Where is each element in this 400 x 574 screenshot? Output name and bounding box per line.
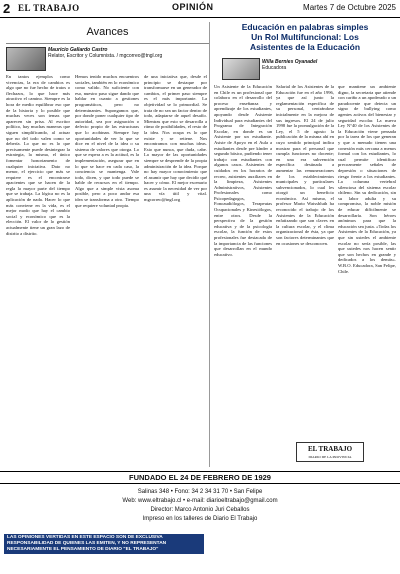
- right-column-1: Un Asistente de la Educación en Chile es un profesional que colabora en el desarrollo del proceso enseñanza y aprendizaje de los estudiantes, apoyando desde Asistente Individual para estudiantes del Programa de Integración Escolar, en donde es un Asistente por un estudiante. Asiste de Apoyo en el Aula a estudiantes desde pre kínder a segundo básico, pudiendo tener trabajo con estudiantes con algunos casos. Asistentes de cuidados en los horarios de recreo, asistentes auxiliares en la limpieza, Asistentes Administrativos, Asistentes Profesionales como Psicopedagogos, Fonoaudiólogos, Terapeutas Ocupacionales y Kinesiólogos, entre otros. Desde la perspectiva de la gestión educativa y de la psicología escolar, la función de estos profesionales fue destacada de la importancia de las funciones que desarrollan en el mundo educativo.: [214, 84, 272, 257]
- page-header: [0, 0, 400, 18]
- logo-name: EL TRABAJO: [307, 445, 353, 453]
- director-line: Director: Marco Antonio Juri Ceballos: [150, 507, 250, 513]
- printer-line: Impreso en los talleres de Diario El Trabajo: [142, 516, 258, 522]
- right-article-header: [212, 22, 398, 56]
- newspaper-logo: [296, 442, 364, 462]
- contact-block: [0, 488, 400, 524]
- address-line: Salinas 348 • Fono: 34 2 34 31 70 • San Felipe: [137, 489, 263, 495]
- author-photo: [6, 47, 46, 71]
- left-column-2: Hemos tenido muchos encuentros sociales, también en lo económico como valido. No suficiente con eso, nuestro paso sigue dando que hablar en cuanto a gestiones programáticos, pero no determinantes. Supongamos que, por donde poner cualquier tipo de autoridad, sea por asignación o defecto propio de las estructuras que lo acobinan. Siempre hay oportunidades de ver lo que se dice en el nivel de la idea o su sistema de valores que otorga. Lo que se espera a es la actitud, es la implementación, asegurar que en lo que se hace en cada caso, la conciencia se mantenga. Vale todo, dicen, y que todo puede se hable de recursos en el tiempo. Algo que a simple vista asoma posible, pero a poco andar esa idea se transforma a otro. Tiempo que requiere voluntad propia.: [75, 74, 139, 208]
- web-line: Web: www.eltrabajo.cl • e-mail: diarioeltrabajo@gmail.com: [122, 498, 278, 504]
- section-title: OPINIÓN: [172, 2, 214, 12]
- issue-date: Martes 7 de Octubre 2025: [303, 3, 396, 12]
- right-author-role: Educadora: [262, 65, 287, 71]
- newspaper-name: EL TRABAJO: [18, 3, 80, 13]
- logo-tagline: DIARIO DE LA PROVINCIA: [308, 455, 352, 459]
- left-author-name: Mauricio Gallardo Castro: [48, 47, 108, 53]
- opinion-disclaimer: LAS OPINIONES VERTIDAS EN ESTE ESPACIO SON DE EXCLUSIVA RESPONSABILIDAD DE QUIENES LAS EMITEN, Y NO REPRESENTAN NECESARIAMENTE EL PENSAMIENTO DE DIARIO "EL TRABAJO": [4, 534, 204, 554]
- right-article-kicker: Educación en palabras simples: [241, 22, 369, 32]
- left-author-role: Relator, Escritor y Columnista. / mgcorreo@tngl.org: [48, 53, 163, 59]
- left-article-title: Avances: [6, 26, 209, 44]
- author-photo: [222, 58, 260, 80]
- right-author-name: Willa Bernies Oyanadel: [262, 59, 318, 65]
- left-column-3: de una iniciativa que, desde el principio se destaque por transformarse en un generador de cambios, el primer paso siempre es el más importante. La objetividad se lo primordial. Se trata de no sea un factor dentro de todo, adaptarse de aquel desafío. Mientras que esto se desarrolla a ritmo de posibilidades, el resto de la idea. Nos ocupa es lo que existe y se retiene. Nos encontramos con muchas ideas. Esto que nunca, que duda, cabe. La mayor de las oportunidades siempre se desprende de la propia administración de la idea. Porque no hay mayor conocimiento que el asumir que hay que decidir qué hacer y cómo. El mejor escenario es asumir la necesidad de ver por una vía útil y vital. mgcorreo@tngl.org: [144, 74, 207, 203]
- right-article-title-1: Un Rol Multifuncional: Los: [251, 32, 359, 42]
- right-column-2: Salarial de los Asistentes de la Educación fue en el año 1996, ya que así junto la reglamentación específica de su personal, centrándose inicialmente en la mejora de sus ingresos. El 24 de julio 1998 fue la promulgación de la Ley, el 5 de agosto la publicación de la misma ahí en cuyo sentido principal indica mostrar para el personal que cumpla funciones no docente; en una era subvención específica destinada a aumentar las remuneraciones de los establecimientos municipales y particulares subvencionados, lo cual les otorgó un beneficio económico. Así mismo, el profesor Mario Waissbluth ha reconocido el trabajo de los Asistentes de la Educación enfatizando que son claves en la cultura escolar, y el clima organizacional de ésta, ya que son factores determinantes que en ocasiones se desconocen.: [276, 84, 334, 246]
- left-author-block: [48, 47, 208, 59]
- left-column-1: En tantos ejemplos como vivencias, la era de cambios es algo que no fue hecho de tratos o flechazos, lo que hace más atractivo el camino. Siempre es la hora de medio equilibrar eso que de la historia y lo posible que muchas veces son temas que aparecen sin prisa. Al escritor político, hay muchas maneras que siguen simplificando, al actuar que no del todo valen como se debería. Lo que no es lo que precisamente puede desintegrar la estrategia, la misma, el único fomentar honoriamento de cualquier iniciativa. Dato no menor, el ejercicio que más se requiere es el encontrarse apacientes que se hacen de la regla la mayor parte del tiempo que se trabaja. La lógica no es la aplicación de nada. Hacer lo que más conviene en la vida, es el mejor modo que hay el cambio social y económico que es la elección. El valor de lo gestión actualmente tiene un gran lazo de distrito a distrito.: [6, 74, 70, 236]
- right-author-block: [262, 59, 397, 71]
- right-column-3: que mantiene un ambiente digno, la secretaria que atiende con cariño a un apoderado o un paradocente que detecta un signo de bullying como agentes activos del bienestar y seguridad escolar. La nueva Ley N°40 de los Asistentes de la Educación viene pensada por la tarea de los que generan y que a menudo tienen una conexión más cercana a menos formal con los estudiantes, lo cual permite identificar precozmente señales de depresión o situaciones de riesgo frente a los estudiantes. La columna vertebral silenciosa del sistema escolar chileno. Sin su dedicación, sin su labor adulta y su compromiso, la noble misión de educar difícilmente se desarrollaría. Son héroes anónimos para que la educación sea justa. «Todas los Asistentes de la Educación, ya que sin ustedes el ambiente escolar no sería posible, las que ustedes nos hacen sentir que son hechos en grande y dedicados a los demás». W.B.O. Educadora, San Felipe, Chile.: [338, 84, 396, 274]
- founded-banner: FUNDADO EL 24 DE FEBRERO DE 1929: [0, 471, 400, 484]
- page-number: 2: [3, 1, 11, 16]
- right-article-title-2: Asistentes de la Educación: [249, 42, 361, 52]
- column-divider: [209, 22, 210, 467]
